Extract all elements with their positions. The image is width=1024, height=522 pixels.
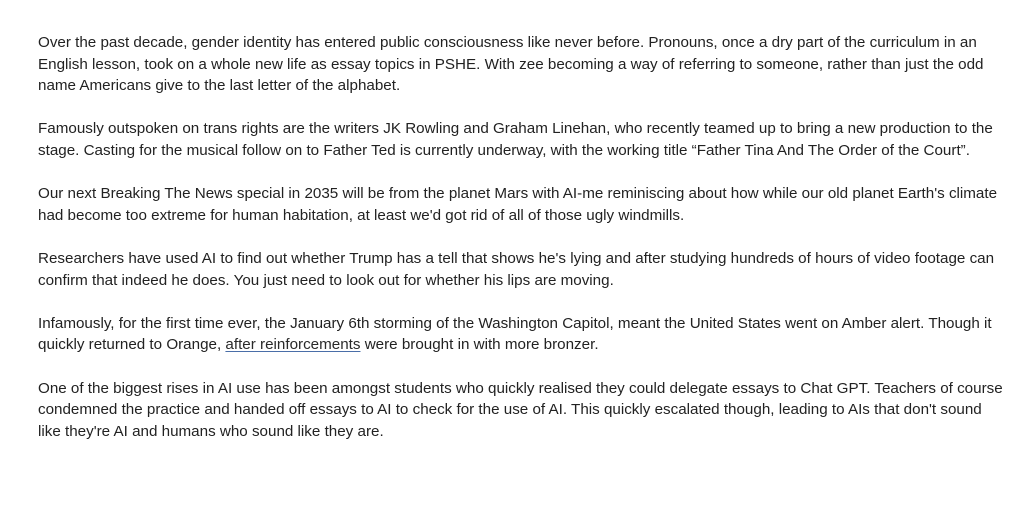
capitol-text-after: were brought in with more bronzer. bbox=[360, 336, 599, 354]
after-reinforcements-link[interactable]: after reinforcements bbox=[225, 336, 361, 354]
paragraph-chat-gpt: One of the biggest rises in AI use has been amongst students who quickly realised they could delegate essays to Chat GPT. Teachers of course condemned the practice and handed off essays to AI to check for the use of AI. This quickly escalated though, leading to AIs that don't sound like they're AI and humans who sound like they are. bbox=[38, 379, 1003, 440]
capitol-text-before: Infamously, for the first time ever, the January 6th storming of the Washington Capitol, meant the United States went on Amber alert. Though it quickly returned to Orange, bbox=[38, 314, 992, 354]
article-body bbox=[38, 32, 1008, 464]
paragraph-father-ted: Famously outspoken on trans rights are the writers JK Rowling and Graham Linehan, who recently teamed up to bring a new production to the stage. Casting for the musical follow on to Father Ted is currently underway, with the working title “Father Tina And The Order of the Court”. bbox=[38, 120, 993, 159]
paragraph-gender-identity: Over the past decade, gender identity has entered public consciousness like never before. Pronouns, once a dry part of the curriculum in an English lesson, took on a whole new life as essay topics in PSHE. With zee becoming a way of referring to someone, rather than just the odd name Americans give to the last letter of the alphabet. bbox=[38, 34, 984, 95]
paragraph-capitol bbox=[38, 313, 1008, 356]
paragraph-trump-tell: Researchers have used AI to find out whether Trump has a tell that shows he's lying and after studying hundreds of hours of video footage can confirm that indeed he does. You just need to look out for whether his lips are moving. bbox=[38, 249, 995, 289]
paragraph-mars-special: Our next Breaking The News special in 2035 will be from the planet Mars with AI-me reminiscing about how while our old planet Earth's climate had become too extreme for human habitation, at least we'd got rid of all of those ugly windmills. bbox=[38, 185, 998, 224]
